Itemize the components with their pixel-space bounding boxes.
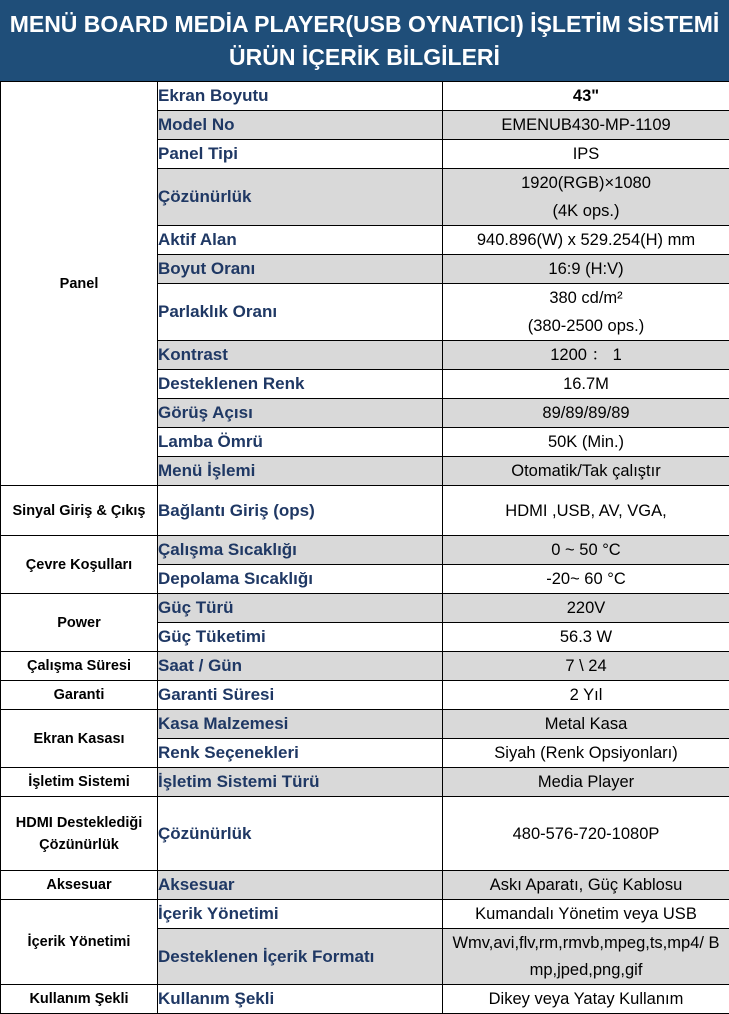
row-value: IPS	[443, 140, 729, 169]
row-value: Dikey veya Yatay Kullanım	[443, 985, 729, 1014]
row-value: 16:9 (H:V)	[443, 255, 729, 284]
row-value: 220V	[443, 594, 729, 623]
row-label: Güç Tüketimi	[158, 623, 443, 652]
section-os: İşletim Sistemi	[1, 768, 158, 797]
row-label: Saat / Gün	[158, 652, 443, 681]
spec-table	[0, 81, 729, 1014]
table-row	[1, 900, 729, 929]
section-signal: Sinyal Giriş & Çıkış	[1, 486, 158, 536]
row-value: 56.3 W	[443, 623, 729, 652]
row-value: Metal Kasa	[443, 710, 729, 739]
table-row	[1, 82, 729, 111]
row-value-line: 1920(RGB)×1080	[443, 169, 729, 197]
section-power: Power	[1, 594, 158, 652]
row-value: 480-576-720-1080P	[443, 797, 729, 871]
row-label: Renk Seçenekleri	[158, 739, 443, 768]
section-hdmi: HDMI Desteklediği Çözünürlük	[1, 797, 158, 871]
row-value: HDMI ,USB, AV, VGA,	[443, 486, 729, 536]
header-title-line2: ÜRÜN İÇERİK BİLGİLERİ	[229, 41, 500, 74]
section-warranty: Garanti	[1, 681, 158, 710]
row-value-line: (380-2500 ops.)	[443, 312, 729, 340]
row-label: Aksesuar	[158, 871, 443, 900]
row-label: Model No	[158, 111, 443, 140]
row-value	[443, 284, 729, 341]
row-value: Media Player	[443, 768, 729, 797]
row-value-line: (4K ops.)	[443, 197, 729, 225]
row-value: 89/89/89/89	[443, 399, 729, 428]
row-label: Boyut Oranı	[158, 255, 443, 284]
row-label: Panel Tipi	[158, 140, 443, 169]
section-accessory: Aksesuar	[1, 871, 158, 900]
row-value-text: Wmv,avi,flv,rm,rmvb,mpeg,ts,mp4/ Bmp,jped,png,gif	[443, 930, 729, 984]
table-row	[1, 536, 729, 565]
section-working-time: Çalışma Süresi	[1, 652, 158, 681]
row-label: Görüş Açısı	[158, 399, 443, 428]
table-row	[1, 768, 729, 797]
row-value: Askı Aparatı, Güç Kablosu	[443, 871, 729, 900]
row-value: 2 Yıl	[443, 681, 729, 710]
row-label: İşletim Sistemi Türü	[158, 768, 443, 797]
table-row	[1, 797, 729, 871]
row-label: Çözünürlük	[158, 169, 443, 226]
row-label: Ekran Boyutu	[158, 82, 443, 111]
table-row	[1, 985, 729, 1014]
row-label: Parlaklık Oranı	[158, 284, 443, 341]
section-content: İçerik Yönetimi	[1, 900, 158, 985]
row-value: Otomatik/Tak çalıştır	[443, 457, 729, 486]
row-value: 7 \ 24	[443, 652, 729, 681]
section-environment: Çevre Koşulları	[1, 536, 158, 594]
table-row	[1, 652, 729, 681]
table-row	[1, 594, 729, 623]
row-label: Çalışma Sıcaklığı	[158, 536, 443, 565]
row-label: Menü İşlemi	[158, 457, 443, 486]
row-label: Çözünürlük	[158, 797, 443, 871]
section-case: Ekran Kasası	[1, 710, 158, 768]
row-value: Kumandalı Yönetim veya USB	[443, 900, 729, 929]
row-label: Kullanım Şekli	[158, 985, 443, 1014]
table-row	[1, 710, 729, 739]
row-value: 16.7M	[443, 370, 729, 399]
header-title-line1: MENÜ BOARD MEDİA PLAYER(USB OYNATICI) İŞLETİM SİSTEMİ	[10, 8, 720, 41]
section-panel: Panel	[1, 82, 158, 486]
row-value: -20~ 60 °C	[443, 565, 729, 594]
row-label: Desteklenen Renk	[158, 370, 443, 399]
row-value-line: 380 cd/m²	[443, 284, 729, 312]
row-value: 43"	[443, 82, 729, 111]
row-label: Kasa Malzemesi	[158, 710, 443, 739]
row-value: 0 ~ 50 °C	[443, 536, 729, 565]
row-value: Siyah (Renk Opsiyonları)	[443, 739, 729, 768]
row-value: 50K (Min.)	[443, 428, 729, 457]
row-label: Depolama Sıcaklığı	[158, 565, 443, 594]
row-label: Garanti Süresi	[158, 681, 443, 710]
row-label: Lamba Ömrü	[158, 428, 443, 457]
row-label: İçerik Yönetimi	[158, 900, 443, 929]
row-value: EMENUB430-MP-1109	[443, 111, 729, 140]
row-label: Bağlantı Giriş (ops)	[158, 486, 443, 536]
table-row	[1, 871, 729, 900]
row-value: 940.896(W) x 529.254(H) mm	[443, 226, 729, 255]
row-label: Desteklenen İçerik Formatı	[158, 929, 443, 985]
sheet-header	[0, 0, 729, 81]
row-label: Kontrast	[158, 341, 443, 370]
table-row	[1, 486, 729, 536]
row-label: Aktif Alan	[158, 226, 443, 255]
row-value	[443, 929, 729, 985]
row-value: 1200 ： 1	[443, 341, 729, 370]
row-value	[443, 169, 729, 226]
row-label: Güç Türü	[158, 594, 443, 623]
table-row	[1, 681, 729, 710]
section-usage: Kullanım Şekli	[1, 985, 158, 1014]
